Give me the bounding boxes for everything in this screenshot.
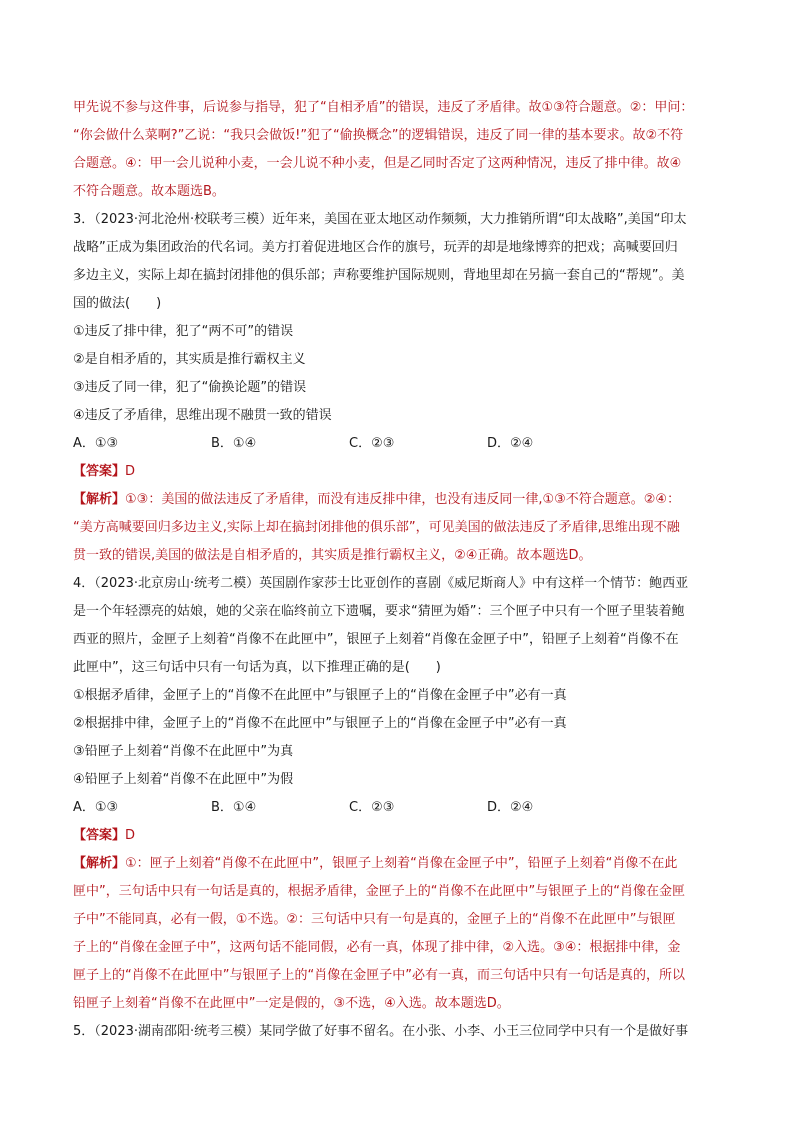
analysis-tag: 【解析】 <box>73 492 126 507</box>
question-item: ①根据矛盾律，金匣子上的“肖像不在此匣中”与银匣子上的“肖像在金匣子中”必有一真 <box>73 688 567 703</box>
question-item: ③铅匣子上刻着“肖像不在此匣中”为真 <box>73 744 294 759</box>
analysis-line: 匣中”，三句话中只有一句话是真的，根据矛盾律，金匣子上的“肖像不在此匣中”与银匣子上的“肖像在金匣 <box>73 884 685 899</box>
analysis-block <box>73 850 733 1018</box>
answer-line <box>73 822 733 850</box>
question-item: ④铅匣子上刻着“肖像不在此匣中”为假 <box>73 772 294 787</box>
question-5 <box>73 1018 733 1046</box>
question-item: ④违反了矛盾律，思维出现不融贯一致的错误 <box>73 408 332 423</box>
question-3 <box>73 206 733 570</box>
text-line: “你会做什么菜啊?”乙说：“我只会做饭!”犯了“偷换概念”的逻辑错误，违反了同一律的基本要求。故②不符 <box>73 128 684 143</box>
text-line: 不符合题意。故本题选B。 <box>73 184 225 199</box>
analysis-line: 贯一致的错误,美国的做法是自相矛盾的，其实质是推行霸权主义，②④正确。故本题选D。 <box>73 548 592 563</box>
option-a: A．①③ <box>73 800 119 815</box>
answer-options <box>73 794 733 822</box>
analysis-line: 铅匣子上刻着“肖像不在此匣中”一定是假的，③不选，④入选。故本题选D。 <box>73 996 510 1011</box>
question-item: ①违反了排中律，犯了“两不可”的错误 <box>73 324 294 339</box>
question-stem-line: 战略”正成为集团政治的代名词。美方打着促进地区合作的旗号，玩弄的却是地缘博弈的把戏；高喊要回归 <box>73 240 678 255</box>
question-item: ②根据排中律，金匣子上的“肖像不在此匣中”与银匣子上的“肖像在金匣子中”必有一真 <box>73 716 567 731</box>
analysis-line: “美方高喊要回归多边主义,实际上却在搞封闭排他的俱乐部”，可见美国的做法违反了矛盾律,思维出现不融 <box>73 520 680 535</box>
question-stem-line: 西亚的照片，金匣子上刻着“肖像不在此匣中”，银匣子上刻着“肖像在金匣子中”，铅匣子上刻着“肖像不在 <box>73 632 679 647</box>
analysis-text: ①：匣子上刻着“肖像不在此匣中”，银匣子上刻着“肖像在金匣子中”，铅匣子上刻着“肖像不在此 <box>125 856 678 871</box>
question-stem-line: 4．（2023·北京房山·统考二模）英国剧作家莎士比亚创作的喜剧《威尼斯商人》中有这样一个情节：鲍西亚 <box>73 576 689 591</box>
text-line: 合题意。④：甲一会儿说种小麦，一会儿说不种小麦，但是乙同时否定了这两种情况，违反了排中律。故④ <box>73 156 682 171</box>
answer-line <box>73 458 733 486</box>
prev-analysis <box>73 94 733 206</box>
option-c: C．②③ <box>349 436 395 451</box>
analysis-line <box>73 486 733 514</box>
analysis-block <box>73 486 733 570</box>
answer-value: D <box>125 828 136 843</box>
question-stem-line: 是一个年轻漂亮的姑娘，她的父亲在临终前立下遗嘱，要求“猜匣为婚”：三个匣子中只有一个匣子里装着鲍 <box>73 604 685 619</box>
answer-value: D <box>125 464 136 479</box>
answer-tag: 【答案】 <box>73 828 126 843</box>
option-d: D．②④ <box>487 436 534 451</box>
question-stem-line: 多边主义，实际上却在搞封闭排他的俱乐部；声称要维护国际规则，背地里却在另搞一套自己的“帮规”。美 <box>73 268 685 283</box>
question-stem-line: 5．（2023·湖南邵阳·统考三模）某同学做了好事不留名。在小张、小李、小王三位同学中只有一个是做好事 <box>73 1024 689 1039</box>
question-item: ③违反了同一律，犯了“偷换论题”的错误 <box>73 380 307 395</box>
analysis-line: 匣子上的“肖像不在此匣中”与银匣子上的“肖像在金匣子中”必有一真，而三句话中只有一句话是真的，所以 <box>73 968 685 983</box>
question-4 <box>73 570 733 1018</box>
option-c: C．②③ <box>349 800 395 815</box>
analysis-line: 子上的“肖像在金匣子中”，这两句话不能同假，必有一真，体现了排中律，②入选。③④：根据排中律，金 <box>73 940 681 955</box>
analysis-tag: 【解析】 <box>73 856 126 871</box>
analysis-line: 子中”不能同真，必有一假，①不选。②：三句话中只有一句是真的，金匣子上的“肖像不在此匣中”与银匣 <box>73 912 676 927</box>
option-b: B．①④ <box>211 436 257 451</box>
analysis-line <box>73 850 733 878</box>
question-stem-line: 国的做法( ) <box>73 296 162 311</box>
option-d: D．②④ <box>487 800 534 815</box>
option-b: B．①④ <box>211 800 257 815</box>
question-stem-line: 此匣中”，这三句话中只有一句话为真，以下推理正确的是( ) <box>73 660 441 675</box>
answer-options <box>73 430 733 458</box>
question-item: ②是自相矛盾的，其实质是推行霸权主义 <box>73 352 306 367</box>
document-content <box>73 94 733 1046</box>
option-a: A．①③ <box>73 436 119 451</box>
analysis-text: ①③：美国的做法违反了矛盾律，而没有违反排中律，也没有违反同一律,①③不符合题意。②④： <box>125 492 681 507</box>
answer-tag: 【答案】 <box>73 464 126 479</box>
text-line: 甲先说不参与这件事，后说参与指导，犯了“自相矛盾”的错误，违反了矛盾律。故①③符合题意。②：甲问： <box>73 100 694 115</box>
question-stem-line: 3．（2023·河北沧州·校联考三模）近年来，美国在亚太地区动作频频，大力推销所谓“印太战略”,美国“印太 <box>73 212 687 227</box>
